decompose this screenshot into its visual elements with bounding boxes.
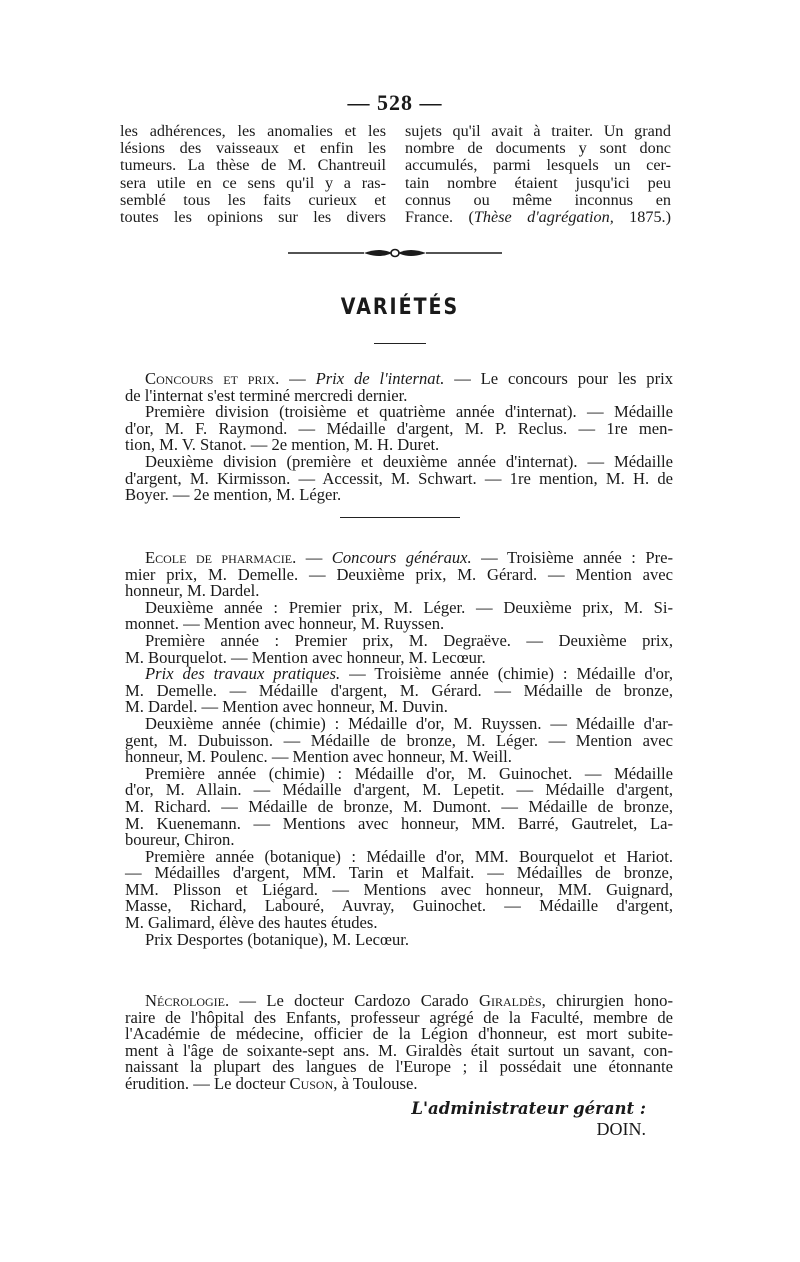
text-line: connus ou même inconnus en: [405, 190, 671, 209]
person-name: Cuson: [289, 1073, 334, 1093]
text-line: Première année (chimie) : Médaille d'or, M. Guinochet. — Médaille: [145, 763, 673, 783]
necrologie-paragraph: [125, 993, 673, 1093]
text-line: mier prix, M. Demelle. — Deuxième prix, M. Gérard. — Mention avec: [125, 564, 673, 584]
concours-paragraph: [125, 371, 673, 504]
section-lead: Ecole de pharmacie.: [145, 548, 297, 567]
signature-label: L'administrateur gérant :: [411, 1099, 646, 1118]
text-line: Deuxième année (chimie) : Médaille d'or, M. Ruyssen. — Médaille d'ar-: [145, 713, 673, 733]
text-line: sera utile en ce sens qu'il y a ras-: [120, 173, 386, 192]
text-line: M. Richard. — Médaille de bronze, M. Dumont. — Médaille de bronze,: [125, 796, 673, 816]
left-column: [120, 123, 386, 226]
text-line: ment à l'âge de soixante-sept ans. M. Giraldès était surtout un savant, con-: [125, 1040, 673, 1060]
text-line: boureur, Chiron.: [125, 830, 235, 850]
text-line: honneur, M. Poulenc. — Mention avec honneur, M. Weill.: [125, 747, 512, 767]
text-line: Première année : Premier prix, M. Degraëve. — Deuxième prix,: [145, 630, 673, 650]
text-line: France. (Thèse d'agrégation, 1875.): [405, 208, 671, 227]
text-line: M. Bourquelot. — Mention avec honneur, M. Lecœur.: [125, 647, 486, 667]
text-line: Prix des travaux pratiques. — Troisième année (chimie) : Médaille d'or,: [145, 664, 673, 684]
text-line: Prix Desportes (botanique), M. Lecœur.: [145, 929, 410, 949]
text-line: les adhérences, les anomalies et les: [120, 122, 386, 140]
text-line: d'argent, M. Kirmisson. — Accessit, M. Schwart. — 1re mention, M. H. de: [125, 468, 673, 488]
text-line: — Médailles d'argent, MM. Tarin et Malfait. — Médailles de bronze,: [125, 863, 673, 883]
text-line: gent, M. Dubuisson. — Médaille de bronze, M. Léger. — Mention avec: [125, 730, 673, 750]
text-line: l'Académie de médecine, officier de la Légion d'honneur, est mort subite-: [125, 1024, 673, 1044]
text-line: M. Galimard, élève des hautes études.: [125, 913, 378, 933]
text-line: Ecole de pharmacie. — Concours généraux. — Troisième année : Pre-: [145, 548, 674, 567]
text-line: Masse, Richard, Labouré, Auvray, Guinochet. — Médaille d'argent,: [125, 896, 673, 916]
text-line: MM. Plisson et Liégard. — Mentions avec honneur, MM. Guignard,: [125, 879, 673, 899]
text-line: semblé tous les faits curieux et: [120, 190, 386, 209]
text-line: de l'internat s'est terminé mercredi dernier.: [125, 385, 408, 405]
text-line: sujets qu'il avait à traiter. Un grand: [405, 122, 671, 140]
text-line: Première division (troisième et quatrième année d'internat). — Médaille: [145, 402, 673, 422]
text-line: nombre de documents y sont donc: [405, 139, 671, 158]
section-lead: Nécrologie.: [145, 991, 230, 1010]
text-line: tumeurs. La thèse de M. Chantreuil: [120, 156, 386, 175]
text-line: monnet. — Mention avec honneur, M. Ruyssen.: [125, 614, 445, 634]
text-line: accumulés, parmi lesquels un cer-: [405, 156, 671, 175]
text-line: Nécrologie. — Le docteur Cardozo Carado Giraldès, chirurgien hono-: [145, 991, 673, 1010]
pharmacie-paragraph: [125, 550, 673, 948]
text-line: Concours et prix. — Prix de l'internat. — Le concours pour les prix: [145, 369, 674, 388]
text-line: M. Dardel. — Mention avec honneur, M. Duvin.: [125, 697, 448, 717]
text-line: honneur, M. Dardel.: [125, 581, 260, 601]
page-number: — 528 —: [347, 90, 443, 115]
text-line: M. Demelle. — Médaille d'argent, M. Gérard. — Médaille de bronze,: [125, 680, 673, 700]
text-line: tain nombre étaient jusqu'ici peu: [405, 173, 671, 192]
section-rule: [340, 517, 460, 518]
text-line: d'or, M. Allain. — Médaille d'argent, M. Lepetit. — Médaille d'argent,: [125, 780, 673, 800]
text-line: Deuxième division (première et deuxième année d'internat). — Médaille: [145, 451, 673, 471]
title-rule: [374, 343, 426, 344]
signature-name: DOIN.: [596, 1119, 646, 1139]
signature-line: [396, 1098, 646, 1140]
text-line: Boyer. — 2e mention, M. Léger.: [125, 485, 342, 505]
text-line: Deuxième année : Premier prix, M. Léger. — Deuxième prix, M. Si-: [145, 597, 673, 617]
right-column: [405, 123, 671, 226]
text-line: toutes les opinions sur les divers: [120, 208, 386, 227]
text-line: naissant la plupart des langues de l'Europe ; il possédait une étonnante: [125, 1057, 673, 1077]
thesis-reference: Thèse d'agrégation,: [473, 208, 614, 227]
text-line: érudition. — Le docteur Cuson, à Toulouse.: [125, 1073, 418, 1093]
section-lead: Concours et prix.: [145, 369, 280, 388]
text-line: tion, M. V. Stanot. — 2e mention, M. H. Duret.: [125, 435, 440, 455]
text-line: M. Kuenemann. — Mentions avec honneur, MM. Barré, Gautrelet, La-: [125, 813, 673, 833]
ornament-divider: [288, 246, 502, 260]
text-line: raire de l'hôpital des Enfants, professeur agrégé de la Faculté, membre de: [125, 1007, 673, 1027]
text-line: Première année (botanique) : Médaille d'or, MM. Bourquelot et Hariot.: [145, 846, 673, 866]
person-name: Giraldès: [478, 991, 542, 1010]
text-line: d'or, M. F. Raymond. — Médaille d'argent, M. P. Reclus. — 1re men-: [125, 418, 673, 438]
section-title: VARIÉTÉS: [340, 294, 460, 320]
two-column-text: [120, 122, 671, 227]
text-line: lésions des vaisseaux et enfin les: [120, 139, 386, 158]
